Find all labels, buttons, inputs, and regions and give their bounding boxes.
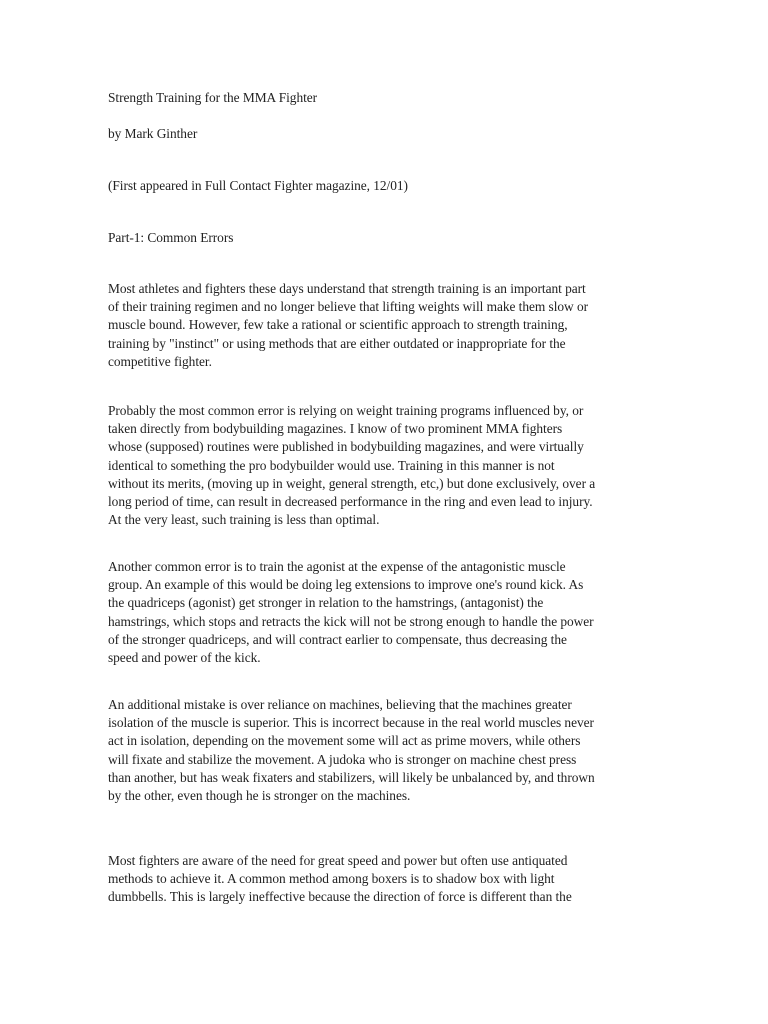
paragraph-line: group. An example of this would be doing leg extensions to improve one's round kick. As bbox=[108, 577, 584, 593]
paragraph-line: Probably the most common error is relying on weight training programs influenced by, or bbox=[108, 403, 584, 418]
paragraph-line: than another, but has weak fixaters and stabilizers, will likely be unbalanced by, and thrown bbox=[108, 769, 595, 785]
paragraph-line: Another common error is to train the agonist at the expense of the antagonistic muscle bbox=[108, 559, 566, 574]
paragraph-line: hamstrings, which stops and retracts the kick will not be strong enough to handle the power bbox=[108, 613, 594, 629]
paragraph-line: taken directly from bodybuilding magazines. I know of two prominent MMA fighters bbox=[108, 421, 563, 437]
paragraph-line: dumbbells. This is largely ineffective because the direction of force is different than the bbox=[108, 889, 572, 905]
paragraph-line: the quadriceps (agonist) get stronger in relation to the hamstrings, (antagonist) the bbox=[108, 595, 544, 611]
body-paragraph-1 bbox=[108, 280, 668, 371]
paragraph-line: without its merits, (moving up in weight, general strength, etc,) but done exclusively, over a bbox=[108, 475, 596, 491]
paragraph-line: whose (supposed) routines were published in bodybuilding magazines, and were virtually bbox=[108, 439, 584, 455]
paragraph-line: long period of time, can result in decreased performance in the ring and even lead to injury. bbox=[108, 494, 593, 510]
author-byline: by Mark Ginther bbox=[108, 126, 198, 141]
paragraph-line: by the other, even though he is stronger on the machines. bbox=[108, 788, 411, 804]
paragraph-line: of their training regimen and no longer believe that lifting weights will make them slow or bbox=[108, 299, 588, 315]
body-paragraph-3 bbox=[108, 558, 668, 667]
document-title: Strength Training for the MMA Fighter bbox=[108, 90, 318, 105]
body-paragraph-5 bbox=[108, 852, 668, 907]
paragraph-line: competitive fighter. bbox=[108, 353, 212, 369]
paragraph-line: training by "instinct" or using methods that are either outdated or inappropriate for the bbox=[108, 335, 566, 351]
paragraph-line: At the very least, such training is less than optimal. bbox=[108, 512, 380, 528]
paragraph-line: muscle bound. However, few take a rational or scientific approach to strength training, bbox=[108, 317, 568, 333]
paragraph-line: Most fighters are aware of the need for great speed and power but often use antiquated bbox=[108, 853, 568, 868]
paragraph-line: isolation of the muscle is superior. This is incorrect because in the real world muscles never bbox=[108, 715, 594, 731]
paragraph-line: An additional mistake is over reliance on machines, believing that the machines greater bbox=[108, 697, 572, 712]
body-paragraph-2 bbox=[108, 402, 668, 529]
paragraph-line: speed and power of the kick. bbox=[108, 650, 261, 666]
body-paragraph-4 bbox=[108, 696, 668, 805]
paragraph-line: act in isolation, depending on the movement some will act as prime movers, while others bbox=[108, 733, 581, 749]
paragraph-line: will fixate and stabilize the movement. A judoka who is stronger on machine chest press bbox=[108, 751, 577, 767]
paragraph-line: methods to achieve it. A common method among boxers is to shadow box with light bbox=[108, 871, 555, 887]
paragraph-line: identical to something the pro bodybuilder would use. Training in this manner is not bbox=[108, 457, 555, 473]
paragraph-line: of the stronger quadriceps, and will contract earlier to compensate, thus decreasing the bbox=[108, 631, 567, 647]
paragraph-line: Most athletes and fighters these days understand that strength training is an important part bbox=[108, 281, 586, 296]
section-heading: Part-1: Common Errors bbox=[108, 230, 234, 245]
source-note: (First appeared in Full Contact Fighter magazine, 12/01) bbox=[108, 178, 408, 193]
